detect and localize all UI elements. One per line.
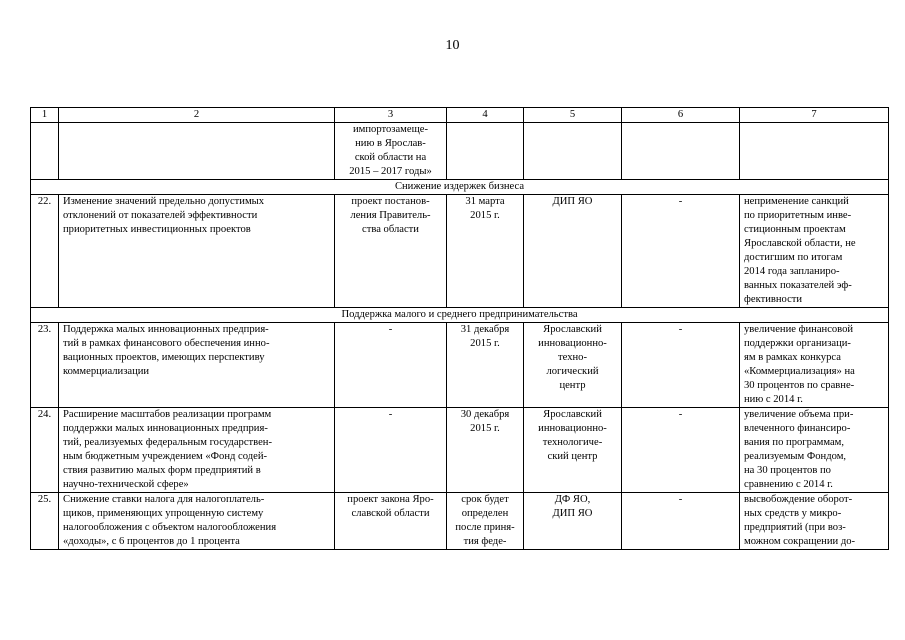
document-type: импортозамеще- нию в Ярослав- ской области на 2015 – 2017 годы» — [335, 123, 447, 180]
page-number: 10 — [445, 38, 460, 53]
column-6-value: - — [622, 493, 740, 550]
measure-name: Поддержка малых инновационных предприя- тий в рамках финансового обеспечения инно- вационных проектов, имеющих перспективу коммерциализации — [59, 323, 335, 408]
executor: ДИП ЯО — [524, 195, 622, 308]
expected-result: увеличение объема при- влеченного финансиро- вания по программам, реализуемым Фондом, на 30 процентов по сравнению с 2014 г. — [740, 408, 889, 493]
document-type: проект постанов- ления Правитель- ства области — [335, 195, 447, 308]
header-row — [31, 108, 889, 123]
document-type: - — [335, 408, 447, 493]
header-col-1: 1 — [31, 108, 59, 123]
action-plan-table — [30, 107, 889, 550]
column-6-value: - — [622, 195, 740, 308]
column-6-value — [622, 123, 740, 180]
measure-name — [59, 123, 335, 180]
measure-name: Изменение значений предельно допустимых отклонений от показателей эффективности приоритетных инвестиционных проектов — [59, 195, 335, 308]
expected-result: увеличение финансовой поддержки организаци- ям в рамках конкурса «Коммерциализация» на 30 процентов по сравне- нию с 2014 г. — [740, 323, 889, 408]
header-col-6: 6 — [622, 108, 740, 123]
deadline: 30 декабря 2015 г. — [447, 408, 524, 493]
header-col-4: 4 — [447, 108, 524, 123]
measure-name: Снижение ставки налога для налогоплатель- щиков, применяющих упрощенную систему налогообложения с объектом налогообложения «доходы», с 6 процентов до 1 процента — [59, 493, 335, 550]
table-row — [31, 323, 889, 408]
document-type: - — [335, 323, 447, 408]
row-number: 25. — [31, 493, 59, 550]
section-row — [31, 308, 889, 323]
header-col-7: 7 — [740, 108, 889, 123]
executor: Ярославский инновационно- техно- логический центр — [524, 323, 622, 408]
column-6-value: - — [622, 408, 740, 493]
row-number: 24. — [31, 408, 59, 493]
executor: ДФ ЯО, ДИП ЯО — [524, 493, 622, 550]
table-row — [31, 195, 889, 308]
column-6-value: - — [622, 323, 740, 408]
deadline — [447, 123, 524, 180]
header-col-5: 5 — [524, 108, 622, 123]
deadline: 31 декабря 2015 г. — [447, 323, 524, 408]
expected-result: высвобождение оборот- ных средств у микро- предприятий (при воз- можном сокращении до- — [740, 493, 889, 550]
row-number: 23. — [31, 323, 59, 408]
section-row — [31, 180, 889, 195]
header-col-3: 3 — [335, 108, 447, 123]
deadline: 31 марта 2015 г. — [447, 195, 524, 308]
row-number: 22. — [31, 195, 59, 308]
executor: Ярославский инновационно- технологиче- ский центр — [524, 408, 622, 493]
expected-result: неприменение санкций по приоритетным инве- стиционным проектам Ярославской области, не достигшим по итогам 2014 года запланиро- ванных показателей эф- фективности — [740, 195, 889, 308]
header-col-2: 2 — [59, 108, 335, 123]
document-type: проект закона Яро- славской области — [335, 493, 447, 550]
section-title: Поддержка малого и среднего предпринимательства — [31, 308, 889, 323]
row-number — [31, 123, 59, 180]
executor — [524, 123, 622, 180]
table-row — [31, 123, 889, 180]
table-row — [31, 493, 889, 550]
expected-result — [740, 123, 889, 180]
deadline: срок будет определен после приня- тия феде- — [447, 493, 524, 550]
section-title: Снижение издержек бизнеса — [31, 180, 889, 195]
table-row — [31, 408, 889, 493]
measure-name: Расширение масштабов реализации программ поддержки малых инновационных предприя- тий, реализуемых федеральным государствен- ным бюджетным учреждением «Фонд содей- ствия развитию малых форм предприятий в научно-технической сфере» — [59, 408, 335, 493]
